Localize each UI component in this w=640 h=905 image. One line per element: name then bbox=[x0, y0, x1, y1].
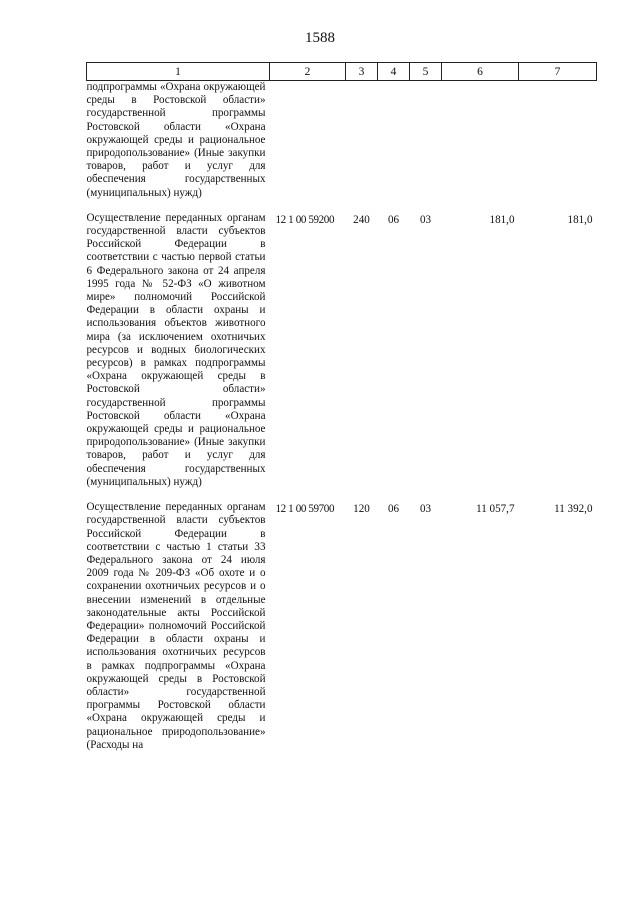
row-amount-1: 11 057,7 bbox=[476, 503, 515, 516]
row-section bbox=[378, 81, 410, 200]
row-amount-2: 181,0 bbox=[567, 213, 593, 226]
row-expense-type bbox=[346, 81, 378, 200]
row-expense-type: 240 bbox=[353, 213, 370, 226]
row-spacer bbox=[87, 200, 597, 212]
table-row bbox=[87, 81, 597, 200]
column-header-3: 3 bbox=[346, 63, 378, 81]
column-header-2: 2 bbox=[270, 63, 346, 81]
column-header-7: 7 bbox=[519, 63, 597, 81]
row-amount-2 bbox=[519, 81, 597, 200]
row-section: 06 bbox=[387, 213, 400, 226]
table-row bbox=[87, 212, 597, 489]
budget-table bbox=[86, 62, 597, 752]
row-target-code: 12 1 00 59200 bbox=[275, 213, 335, 226]
row-section: 06 bbox=[387, 503, 400, 516]
row-target-code bbox=[270, 81, 346, 200]
row-amount-2: 11 392,0 bbox=[554, 503, 593, 516]
row-subsection bbox=[410, 81, 442, 200]
column-header-5: 5 bbox=[410, 63, 442, 81]
row-description: Осуществление переданных органам государственной власти субъектов Российской Федерации в соответствии с частью 1 статьи 33 Федерального закона от 24 июля 2009 года № 209-ФЗ «Об охоте и о сохранении охотничьих ресурсов и о внесении изменений в отдельные законодательные акты Российской Федерации» полномочий Российской Федерации в области охраны и использования охотничьих ресурсов в рамках подпрограммы «Охрана окружающей среды в Ростовской области» государственной программы Ростовской области «Охрана окружающей среды и рациональное природопользование» (Расходы на bbox=[86, 501, 266, 751]
column-header-1: 1 bbox=[87, 63, 270, 81]
row-target-code: 12 1 00 59700 bbox=[275, 503, 335, 516]
page-number: 1588 bbox=[305, 30, 335, 46]
row-expense-type: 120 bbox=[353, 503, 370, 516]
row-amount-1: 181,0 bbox=[489, 213, 515, 226]
row-amount-1 bbox=[442, 81, 519, 200]
row-spacer bbox=[87, 489, 597, 501]
row-subsection: 03 bbox=[419, 503, 432, 516]
table-row bbox=[87, 501, 597, 752]
column-header-6: 6 bbox=[442, 63, 519, 81]
row-description: подпрограммы «Охрана окружающей среды в Ростовской области» государственной программы Ростовской области «Охрана окружающей среды и рациональное природопользование» (Иные закупки товаров, работ и услуг для обеспечения государственных (муниципальных) нужд) bbox=[86, 81, 266, 199]
column-number-row bbox=[87, 63, 597, 81]
column-header-4: 4 bbox=[378, 63, 410, 81]
row-description: Осуществление переданных органам государственной власти субъектов Российской Федерации в соответствии с частью первой статьи 6 Федерального закона от 24 апреля 1995 года № 52-ФЗ «О животном мире» полномочий Российской Федерации в области охраны и использования объектов животного мира (за исключением охотничьих ресурсов и водных биологических ресурсов) в рамках подпрограммы «Охрана окружающей среды в Ростовской области» государственной программы Ростовской области «Охрана окружающей среды и рациональное природопользование» (Иные закупки товаров, работ и услуг для обеспечения государственных (муниципальных) нужд) bbox=[86, 211, 266, 488]
row-subsection: 03 bbox=[419, 213, 432, 226]
